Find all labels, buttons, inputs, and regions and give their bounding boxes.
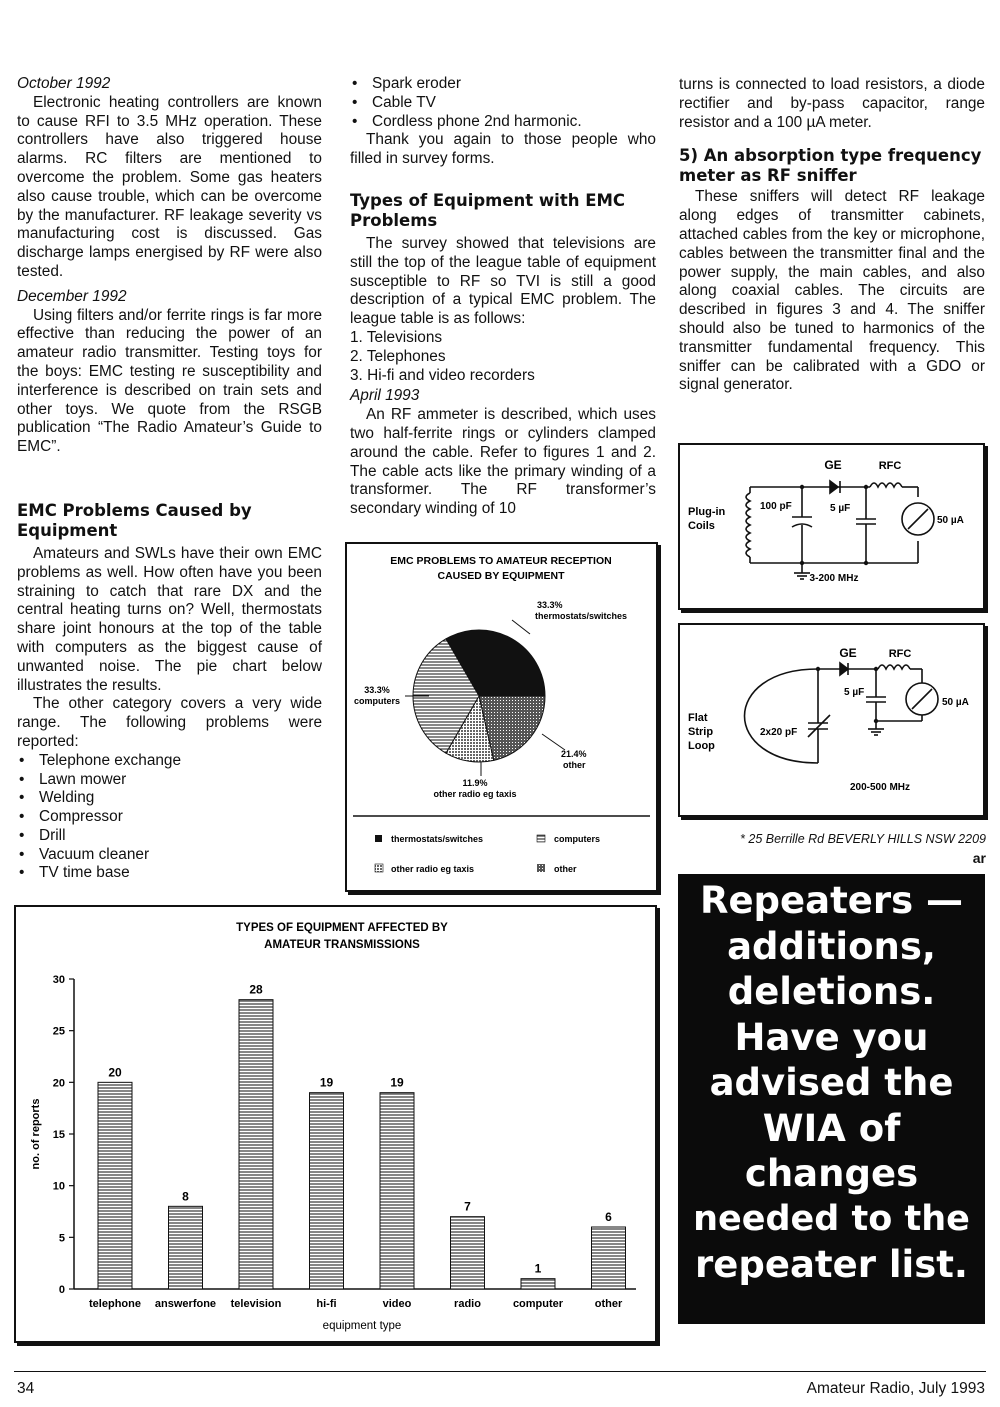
circuit-figure-4 xyxy=(678,623,985,817)
bar-chart xyxy=(16,907,655,1341)
bar-category-label: video xyxy=(382,1298,412,1310)
pie-label-thermostats-pct: 33.3% xyxy=(537,600,563,610)
bar-category-label: television xyxy=(230,1298,282,1310)
bar-value-label: 28 xyxy=(249,982,263,997)
circuit2-loop-label-3: Loop xyxy=(688,740,715,752)
bar-category-label: radio xyxy=(454,1298,481,1310)
pie-label-radio-pct: 11.9% xyxy=(462,778,488,788)
author-address: * 25 Berrille Rd BEVERLY HILLS NSW 2209 xyxy=(740,832,986,846)
legend-swatch-radio xyxy=(375,864,383,872)
pie-label-other: other xyxy=(563,760,586,770)
bar-y-axis-label: no. of reports xyxy=(30,1098,42,1170)
pie-label-thermostats: thermostats/switches xyxy=(535,611,628,621)
problem-list-continued xyxy=(350,75,656,131)
paragraph-turns: turns is connected to load resistors, a diode rectifier and by-pass capacitor, range resistor and a 100 µA meter. xyxy=(679,76,985,131)
promo-line: changes xyxy=(744,1152,919,1195)
promo-line: repeater list. xyxy=(695,1243,968,1286)
pie-leader-line xyxy=(542,734,565,750)
circuit-diagram-flat-strip-loop xyxy=(680,625,983,815)
circuit1-coil-label-2: Coils xyxy=(688,520,715,532)
bar-value-label: 19 xyxy=(390,1075,404,1090)
footer-rule xyxy=(14,1371,986,1372)
paragraph-survey: The survey showed that televisions are still the top of the league table of equipment susceptible to RF so TVI is still a good description of a typical EMC problem. The league table is as follows: xyxy=(350,234,656,328)
legend-label-radio: other radio eg taxis xyxy=(391,864,475,874)
bar-category-label: other xyxy=(594,1298,623,1310)
bar-y-tick-label: 25 xyxy=(52,1025,65,1038)
list-item: • Spark eroder xyxy=(350,75,656,94)
legend-label-computers: computers xyxy=(554,834,601,844)
bar-category-label: hi-fi xyxy=(316,1298,337,1310)
bar-value-label: 6 xyxy=(605,1210,612,1224)
bar-value-label: 20 xyxy=(108,1065,122,1080)
circuit-figure-3 xyxy=(678,443,985,610)
list-item: • Drill xyxy=(17,827,322,846)
league-table xyxy=(350,329,656,385)
bar-hi-fi xyxy=(310,1093,344,1289)
pie-label-other-pct: 21.4% xyxy=(561,749,587,759)
circuit1-range-label: 3-200 MHz xyxy=(809,573,859,584)
circuit2-rfc-label: RFC xyxy=(888,648,912,660)
bar-value-label: 1 xyxy=(534,1261,542,1276)
legend-swatch-computers xyxy=(537,835,545,842)
bar-television xyxy=(239,1000,273,1289)
pie-title-line2: CAUSED BY EQUIPMENT xyxy=(437,570,565,582)
list-item: • TV time base xyxy=(17,864,322,883)
paragraph-emc-intro: Amateurs and SWLs have their own EMC problems as well. How often have you been straining to catch that rare DX and the central heating turns on? Well, thermostats share joint honours at the top of the table with computers as the biggest cause of unwanted noise. The pie chart below illustrates the results. xyxy=(17,544,322,694)
circuit2-loop-label-2: Strip xyxy=(688,726,714,738)
heading-emc-problems: EMC Problems Caused by Equipment xyxy=(17,500,252,540)
promo-line: Have you xyxy=(734,1015,929,1059)
circuit1-cap2-label: 5 µF xyxy=(830,503,851,514)
magazine-issue: Amateur Radio, July 1993 xyxy=(806,1380,985,1397)
legend-label-other: other xyxy=(554,864,577,874)
list-item: 2. Telephones xyxy=(350,347,446,365)
circuit2-cap1-label: 5 µF xyxy=(844,687,865,698)
paragraph-october: Electronic heating controllers are known to cause RFI to 3.5 MHz operation. These controllers have also triggered house alarms. RC filters are mentioned to overcome the problem. Some gas heaters also cause trouble, which can be overcome by the manufacturer. RF leakage severity vs manufacturing cost is discussed. Gas discharge lamps energised by RF were also tested. xyxy=(17,93,322,280)
promo-line: Repeaters — xyxy=(699,879,964,922)
heading-absorption-meter: 5) An absorption type frequency meter as RF sniffer xyxy=(679,146,982,186)
bar-category-label: answerfone xyxy=(154,1298,217,1310)
promo-line: additions, xyxy=(727,924,936,968)
promo-line: WIA of xyxy=(762,1106,901,1150)
bar-computer xyxy=(521,1279,555,1289)
circuit1-ge-label: GE xyxy=(824,458,842,472)
list-item: • Cable TV xyxy=(350,94,656,113)
legend-swatch-other xyxy=(537,864,545,872)
pie-chart-figure xyxy=(345,542,658,892)
legend-swatch-thermostats xyxy=(375,835,382,842)
circuit-diagram-plugin-coils xyxy=(680,445,983,608)
circuit2-range-label: 200-500 MHz xyxy=(849,782,911,793)
bar-y-tick-label: 0 xyxy=(58,1284,65,1296)
list-item: • Telephone exchange xyxy=(17,752,322,771)
column-left xyxy=(17,75,322,883)
date-april-1993: April 1993 xyxy=(350,387,420,405)
list-item: • Lawn mower xyxy=(17,771,322,790)
column-middle xyxy=(350,75,656,519)
bar-video xyxy=(380,1093,414,1289)
bar-y-tick-label: 5 xyxy=(58,1232,65,1245)
bar-radio xyxy=(451,1217,485,1289)
pie-title-line1: EMC PROBLEMS TO AMATEUR RECEPTION xyxy=(390,555,612,567)
bar-y-tick-label: 30 xyxy=(52,974,65,986)
pie-label-computers-pct: 33.3% xyxy=(364,685,390,695)
date-october-1992: October 1992 xyxy=(17,75,111,92)
bar-category-label: computer xyxy=(512,1298,564,1310)
legend-label-thermostats: thermostats/switches xyxy=(391,834,484,844)
paragraph-thanks: Thank you again to those people who filled in survey forms. xyxy=(350,131,656,168)
problem-list xyxy=(17,752,322,884)
column-right xyxy=(679,76,985,395)
circuit2-ge-label: GE xyxy=(839,646,857,660)
list-item: • Cordless phone 2nd harmonic. xyxy=(350,113,656,132)
bar-x-axis-label: equipment type xyxy=(322,1320,402,1332)
circuit2-cap2-label: 2x20 pF xyxy=(760,727,798,738)
pie-label-computers: computers xyxy=(353,696,401,706)
heading-types-of-equipment: Types of Equipment with EMC Problems xyxy=(350,190,626,230)
repeaters-promo-box xyxy=(678,874,985,1324)
paragraph-december: Using filters and/or ferrite rings is far more effective than reducing the power of an amateur radio transmitter. Testing toys for the boys: EMC testing re susceptibility and interference is described on train sets and other toys. We quote from the RSGB publication “The Radio Amateur’s Guide to EMC”. xyxy=(17,306,322,456)
list-item: • Compressor xyxy=(17,808,322,827)
bar-value-label: 7 xyxy=(464,1199,471,1214)
promo-line: needed to the xyxy=(693,1198,970,1239)
list-item: • Welding xyxy=(17,789,322,808)
bar-title-line1: TYPES OF EQUIPMENT AFFECTED BY xyxy=(236,922,448,934)
promo-line: deletions. xyxy=(727,970,936,1013)
circuit2-meter-label: 50 µA xyxy=(942,697,969,708)
circuit1-coil-label-1: Plug-in xyxy=(688,506,726,518)
bar-category-label: telephone xyxy=(89,1298,141,1310)
promo-line: advised the xyxy=(709,1061,954,1104)
bar-other xyxy=(592,1227,626,1289)
list-item: 3. Hi-fi and video recorders xyxy=(350,366,535,384)
bar-answerfone xyxy=(169,1206,203,1289)
list-item: 1. Televisions xyxy=(350,328,443,346)
bar-value-label: 8 xyxy=(182,1189,189,1204)
paragraph-rf-ammeter: An RF ammeter is described, which uses two half-ferrite rings or cylinders clamped around the cable. Refer to figures 1 and 2. The cable acts like the primary winding of a transformer. The RF transformer’s secondary winding of 10 xyxy=(350,406,656,518)
article-end-mark: ar xyxy=(972,850,986,866)
paragraph-other-category: The other category covers a very wide range. The following problems were reported: xyxy=(17,695,322,750)
pie-label-radio: other radio eg taxis xyxy=(433,789,517,799)
bar-value-label: 19 xyxy=(319,1075,334,1090)
paragraph-sniffers: These sniffers will detect RF leakage along edges of transmitter cabinets, attached cables from the key or microphone, cables between the transmitter final and the power supply, the main cables, and also along coaxial cables. The circuits are described in figures 3 and 4. The sniffer should also be tuned to harmonics of the transmitter fundamental frequency. This sniffer can be calibrated with a GDO or signal generator. xyxy=(679,188,985,394)
bar-y-tick-label: 10 xyxy=(52,1180,65,1193)
date-december-1992: December 1992 xyxy=(17,287,127,305)
bar-y-tick-label: 15 xyxy=(52,1129,65,1141)
circuit1-rfc-label: RFC xyxy=(878,460,902,472)
pie-leader-line xyxy=(512,620,530,634)
bar-title-line2: AMATEUR TRANSMISSIONS xyxy=(264,939,420,951)
circuit1-cap1-label: 100 pF xyxy=(760,501,792,512)
list-item: • Vacuum cleaner xyxy=(17,846,322,865)
bar-chart-figure xyxy=(14,905,657,1343)
bar-telephone xyxy=(98,1082,132,1289)
page-number: 34 xyxy=(17,1380,35,1397)
bar-y-tick-label: 20 xyxy=(52,1077,65,1090)
circuit2-loop-label-1: Flat xyxy=(688,712,708,724)
circuit1-meter-label: 50 µA xyxy=(937,515,964,526)
pie-chart xyxy=(347,544,656,890)
